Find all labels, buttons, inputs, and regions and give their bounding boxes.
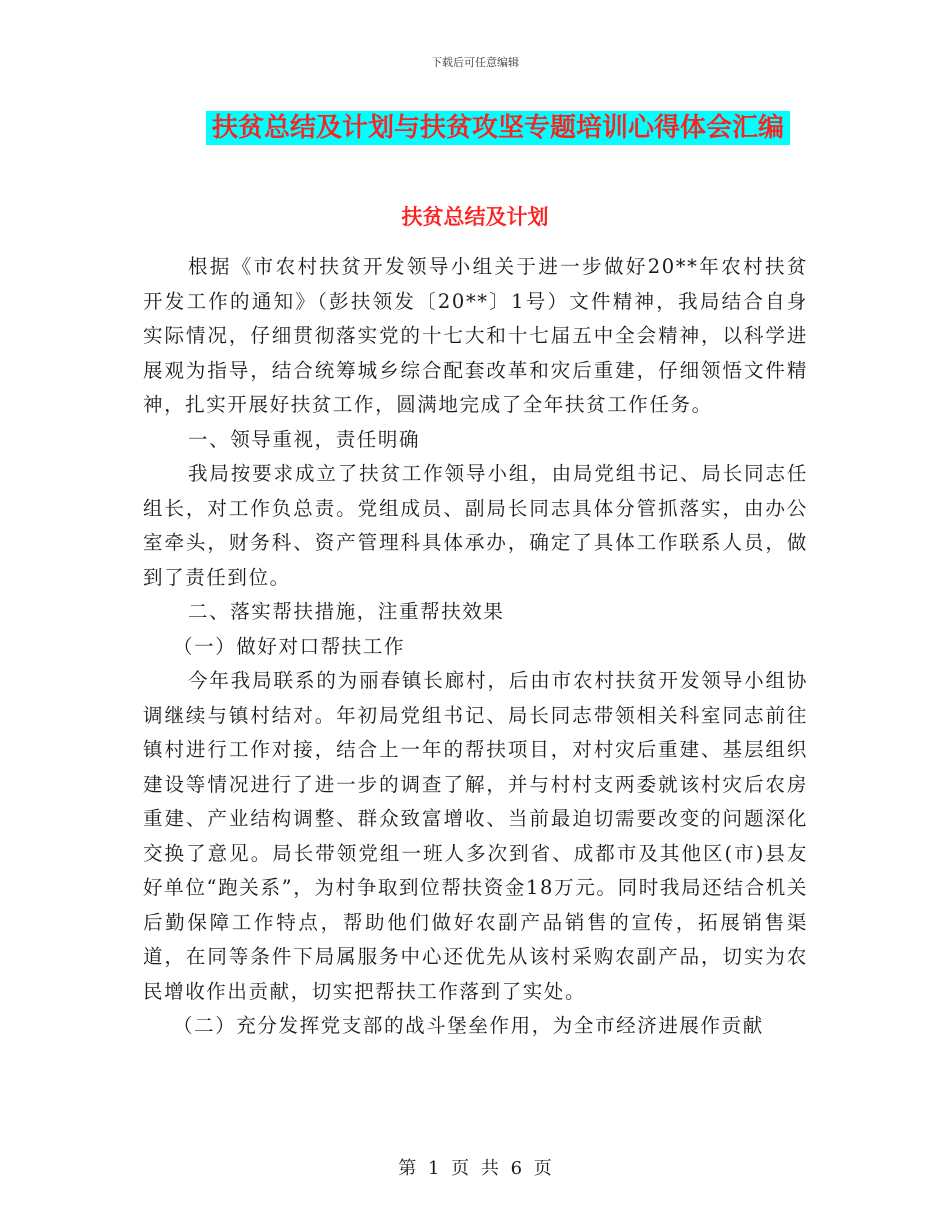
paragraph-leadership: 我局按要求成立了扶贫工作领导小组，由局党组书记、局长同志任组长，对工作负总责。党组成员、副局长同志具体分管抓落实，由办公室牵头，财务科、资产管理科具体承办，确定了具体工作联系人员，做到了责任到位。: [143, 462, 808, 589]
sub-title: 扶贫总结及计划: [401, 205, 549, 229]
paragraph-pairing-assistance: 今年我局联系的为丽春镇长廊村，后由市农村扶贫开发领导小组协调继续与镇村结对。年初局党组书记、局长同志带领相关科室同志前往镇村进行工作对接，结合上一年的帮扶项目，对村灾后重建、基层组织建设等情况进行了进一步的调查了解，并与村村支两委就该村灾后农房重建、产业结构调整、群众致富增收、当前最迫切需要改变的问题深化交换了意见。局长带领党组一班人多次到省、成都市及其他区(市)县友好单位“跑关系”，为村争取到位帮扶资金18万元。同时我局还结合机关后勤保障工作特点，帮助他们做好农副产品销售的宣传，拓展销售渠道，在同等条件下局属服务中心还优先从该村采购农副产品，切实为农民增收作出贡献，切实把帮扶工作落到了实处。: [143, 669, 808, 1003]
subsection-heading-2: （二）充分发挥党支部的战斗堡垒作用，为全市经济进展作贡献: [173, 1014, 764, 1037]
paragraph-intro: 根据《市农村扶贫开发领导小组关于进一步做好20**年农村扶贫开发工作的通知》（彭扶领发〔20**〕1号）文件精神，我局结合自身实际情况，仔细贯彻落实党的十七大和十七届五中全会精神，以科学进展观为指导，结合统筹城乡综合配套改革和灾后重建，仔细领悟文件精神，扎实开展好扶贫工作，圆满地完成了全年扶贫工作任务。: [143, 255, 808, 416]
header-note: 下载后可任意编辑: [431, 56, 519, 69]
main-title: 扶贫总结及计划与扶贫攻坚专题培训心得体会汇编: [211, 113, 784, 143]
section-heading-1: 一、领导重视，责任明确: [188, 427, 421, 451]
section-heading-2: 二、落实帮扶措施，注重帮扶效果: [188, 600, 505, 623]
document-body: [143, 250, 808, 1044]
main-title-highlight: [206, 111, 790, 145]
subsection-heading-1: （一）做好对口帮扶工作: [173, 634, 406, 658]
page-footer: 第 1 页 共 6 页: [398, 1158, 552, 1179]
